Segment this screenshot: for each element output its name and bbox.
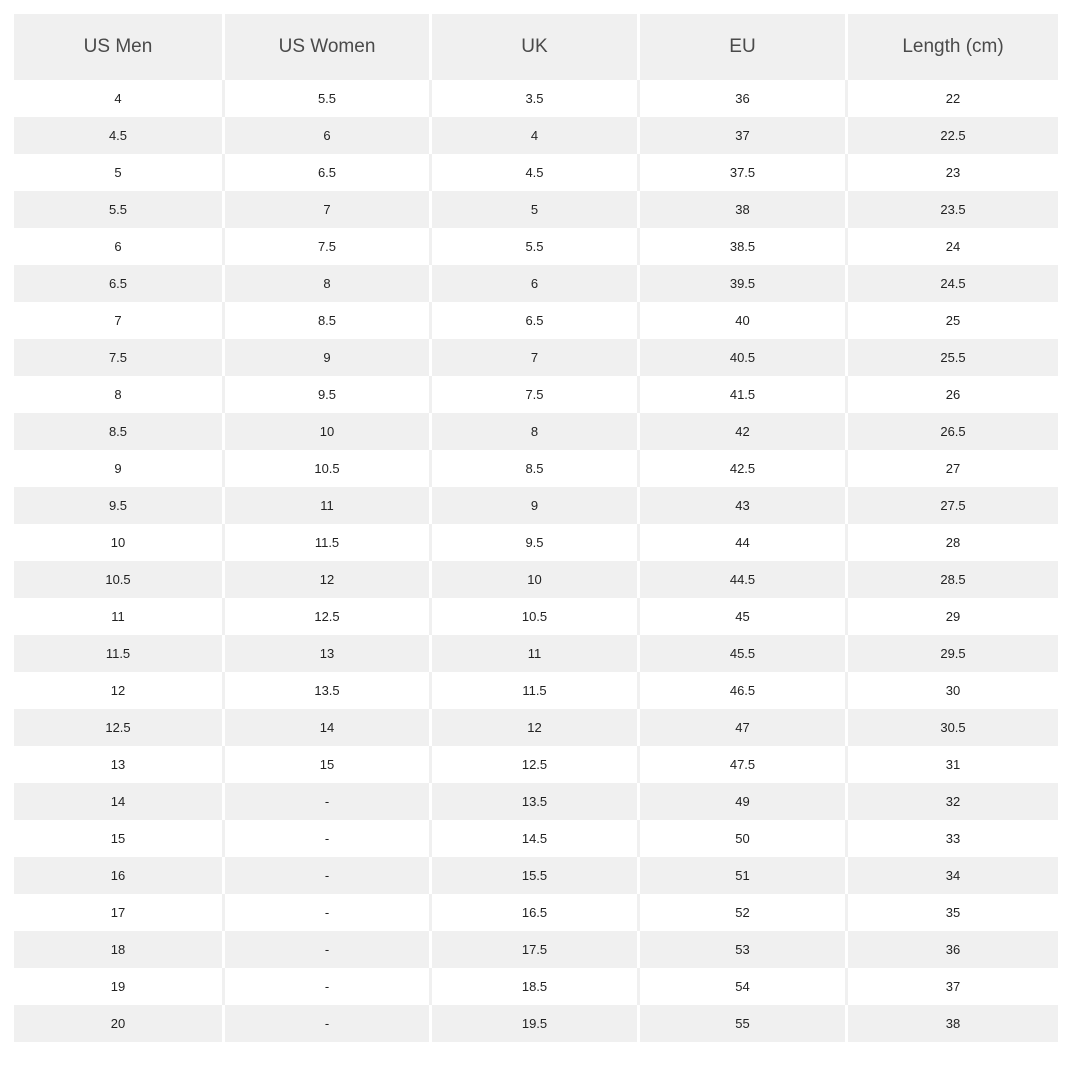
cell-us-women: 10 [225, 413, 432, 450]
cell-length-cm: 26 [848, 376, 1058, 413]
table-row [14, 820, 1058, 857]
cell-length-cm: 30.5 [848, 709, 1058, 746]
cell-uk: 18.5 [432, 968, 640, 1005]
cell-length-cm: 22.5 [848, 117, 1058, 154]
table-row [14, 524, 1058, 561]
cell-eu: 45 [640, 598, 848, 635]
cell-us-women: - [225, 1005, 432, 1042]
cell-eu: 42 [640, 413, 848, 450]
cell-uk: 9.5 [432, 524, 640, 561]
cell-uk: 6.5 [432, 302, 640, 339]
cell-us-women: 15 [225, 746, 432, 783]
cell-uk: 19.5 [432, 1005, 640, 1042]
cell-us-men: 17 [14, 894, 225, 931]
cell-uk: 14.5 [432, 820, 640, 857]
cell-uk: 15.5 [432, 857, 640, 894]
cell-eu: 37 [640, 117, 848, 154]
cell-eu: 54 [640, 968, 848, 1005]
cell-us-women: 11 [225, 487, 432, 524]
table-row [14, 1005, 1058, 1042]
cell-eu: 37.5 [640, 154, 848, 191]
cell-us-men: 12 [14, 672, 225, 709]
cell-us-women: 12 [225, 561, 432, 598]
cell-eu: 36 [640, 80, 848, 117]
cell-uk: 4 [432, 117, 640, 154]
cell-length-cm: 29 [848, 598, 1058, 635]
header-row [14, 14, 1058, 80]
table-row [14, 561, 1058, 598]
cell-eu: 42.5 [640, 450, 848, 487]
table-row [14, 376, 1058, 413]
table-row [14, 413, 1058, 450]
cell-length-cm: 24.5 [848, 265, 1058, 302]
cell-uk: 16.5 [432, 894, 640, 931]
cell-us-women: - [225, 894, 432, 931]
cell-us-men: 9 [14, 450, 225, 487]
cell-uk: 11.5 [432, 672, 640, 709]
cell-eu: 38.5 [640, 228, 848, 265]
cell-us-women: - [225, 968, 432, 1005]
table-row [14, 191, 1058, 228]
cell-length-cm: 27 [848, 450, 1058, 487]
cell-length-cm: 33 [848, 820, 1058, 857]
table-row [14, 783, 1058, 820]
table-row [14, 598, 1058, 635]
cell-length-cm: 28 [848, 524, 1058, 561]
cell-us-women: 9.5 [225, 376, 432, 413]
cell-length-cm: 23.5 [848, 191, 1058, 228]
table-row [14, 672, 1058, 709]
table-row [14, 968, 1058, 1005]
cell-us-men: 7.5 [14, 339, 225, 376]
cell-us-men: 13 [14, 746, 225, 783]
table-row [14, 857, 1058, 894]
cell-uk: 10 [432, 561, 640, 598]
cell-us-men: 7 [14, 302, 225, 339]
table-body [14, 80, 1058, 1042]
cell-length-cm: 35 [848, 894, 1058, 931]
cell-length-cm: 31 [848, 746, 1058, 783]
cell-length-cm: 22 [848, 80, 1058, 117]
cell-us-men: 10.5 [14, 561, 225, 598]
table-row [14, 635, 1058, 672]
cell-us-women: - [225, 783, 432, 820]
table-row [14, 265, 1058, 302]
cell-us-women: 7 [225, 191, 432, 228]
cell-eu: 50 [640, 820, 848, 857]
cell-us-men: 15 [14, 820, 225, 857]
cell-length-cm: 37 [848, 968, 1058, 1005]
cell-length-cm: 26.5 [848, 413, 1058, 450]
cell-uk: 7.5 [432, 376, 640, 413]
cell-us-men: 14 [14, 783, 225, 820]
cell-uk: 10.5 [432, 598, 640, 635]
cell-eu: 43 [640, 487, 848, 524]
cell-us-women: 9 [225, 339, 432, 376]
table-row [14, 302, 1058, 339]
cell-us-men: 19 [14, 968, 225, 1005]
cell-uk: 11 [432, 635, 640, 672]
cell-eu: 51 [640, 857, 848, 894]
cell-us-women: 12.5 [225, 598, 432, 635]
table-row [14, 709, 1058, 746]
table-row [14, 117, 1058, 154]
cell-us-women: 8.5 [225, 302, 432, 339]
table-row [14, 80, 1058, 117]
cell-eu: 45.5 [640, 635, 848, 672]
table-row [14, 931, 1058, 968]
cell-us-men: 4 [14, 80, 225, 117]
cell-us-women: 7.5 [225, 228, 432, 265]
cell-eu: 47.5 [640, 746, 848, 783]
cell-us-men: 8 [14, 376, 225, 413]
cell-uk: 6 [432, 265, 640, 302]
cell-eu: 40 [640, 302, 848, 339]
table-header [14, 14, 1058, 80]
table-row [14, 154, 1058, 191]
table-row [14, 450, 1058, 487]
cell-us-men: 5.5 [14, 191, 225, 228]
cell-uk: 12.5 [432, 746, 640, 783]
table-row [14, 487, 1058, 524]
cell-us-men: 16 [14, 857, 225, 894]
cell-us-women: 6.5 [225, 154, 432, 191]
cell-uk: 5 [432, 191, 640, 228]
header-us-men: US Men [14, 14, 225, 80]
cell-us-women: 8 [225, 265, 432, 302]
cell-us-women: 6 [225, 117, 432, 154]
header-uk: UK [432, 14, 640, 80]
cell-uk: 4.5 [432, 154, 640, 191]
cell-us-women: - [225, 931, 432, 968]
cell-us-men: 9.5 [14, 487, 225, 524]
cell-us-women: 5.5 [225, 80, 432, 117]
cell-us-men: 11 [14, 598, 225, 635]
cell-eu: 53 [640, 931, 848, 968]
cell-length-cm: 23 [848, 154, 1058, 191]
cell-length-cm: 36 [848, 931, 1058, 968]
cell-eu: 39.5 [640, 265, 848, 302]
table-row [14, 746, 1058, 783]
cell-length-cm: 24 [848, 228, 1058, 265]
header-us-women: US Women [225, 14, 432, 80]
cell-uk: 17.5 [432, 931, 640, 968]
cell-length-cm: 28.5 [848, 561, 1058, 598]
cell-eu: 55 [640, 1005, 848, 1042]
cell-us-men: 8.5 [14, 413, 225, 450]
cell-length-cm: 38 [848, 1005, 1058, 1042]
cell-length-cm: 32 [848, 783, 1058, 820]
cell-eu: 49 [640, 783, 848, 820]
cell-us-men: 5 [14, 154, 225, 191]
cell-us-women: 13.5 [225, 672, 432, 709]
cell-uk: 3.5 [432, 80, 640, 117]
cell-length-cm: 27.5 [848, 487, 1058, 524]
cell-us-women: 10.5 [225, 450, 432, 487]
cell-length-cm: 34 [848, 857, 1058, 894]
cell-eu: 52 [640, 894, 848, 931]
cell-eu: 47 [640, 709, 848, 746]
header-length-cm: Length (cm) [848, 14, 1058, 80]
cell-us-women: 14 [225, 709, 432, 746]
cell-length-cm: 25.5 [848, 339, 1058, 376]
cell-eu: 46.5 [640, 672, 848, 709]
header-eu: EU [640, 14, 848, 80]
cell-uk: 8 [432, 413, 640, 450]
cell-length-cm: 30 [848, 672, 1058, 709]
cell-length-cm: 29.5 [848, 635, 1058, 672]
cell-eu: 41.5 [640, 376, 848, 413]
cell-eu: 44.5 [640, 561, 848, 598]
cell-us-men: 6.5 [14, 265, 225, 302]
cell-us-men: 10 [14, 524, 225, 561]
cell-uk: 12 [432, 709, 640, 746]
cell-uk: 13.5 [432, 783, 640, 820]
cell-us-men: 12.5 [14, 709, 225, 746]
table-row [14, 228, 1058, 265]
table-row [14, 339, 1058, 376]
cell-uk: 8.5 [432, 450, 640, 487]
cell-eu: 40.5 [640, 339, 848, 376]
cell-us-men: 18 [14, 931, 225, 968]
cell-uk: 9 [432, 487, 640, 524]
cell-us-men: 11.5 [14, 635, 225, 672]
cell-us-women: - [225, 857, 432, 894]
cell-us-women: 11.5 [225, 524, 432, 561]
table-row [14, 894, 1058, 931]
cell-us-women: - [225, 820, 432, 857]
cell-us-men: 6 [14, 228, 225, 265]
cell-length-cm: 25 [848, 302, 1058, 339]
cell-us-men: 4.5 [14, 117, 225, 154]
cell-us-men: 20 [14, 1005, 225, 1042]
size-chart-table [14, 14, 1058, 1042]
cell-uk: 5.5 [432, 228, 640, 265]
cell-uk: 7 [432, 339, 640, 376]
cell-eu: 38 [640, 191, 848, 228]
cell-us-women: 13 [225, 635, 432, 672]
cell-eu: 44 [640, 524, 848, 561]
